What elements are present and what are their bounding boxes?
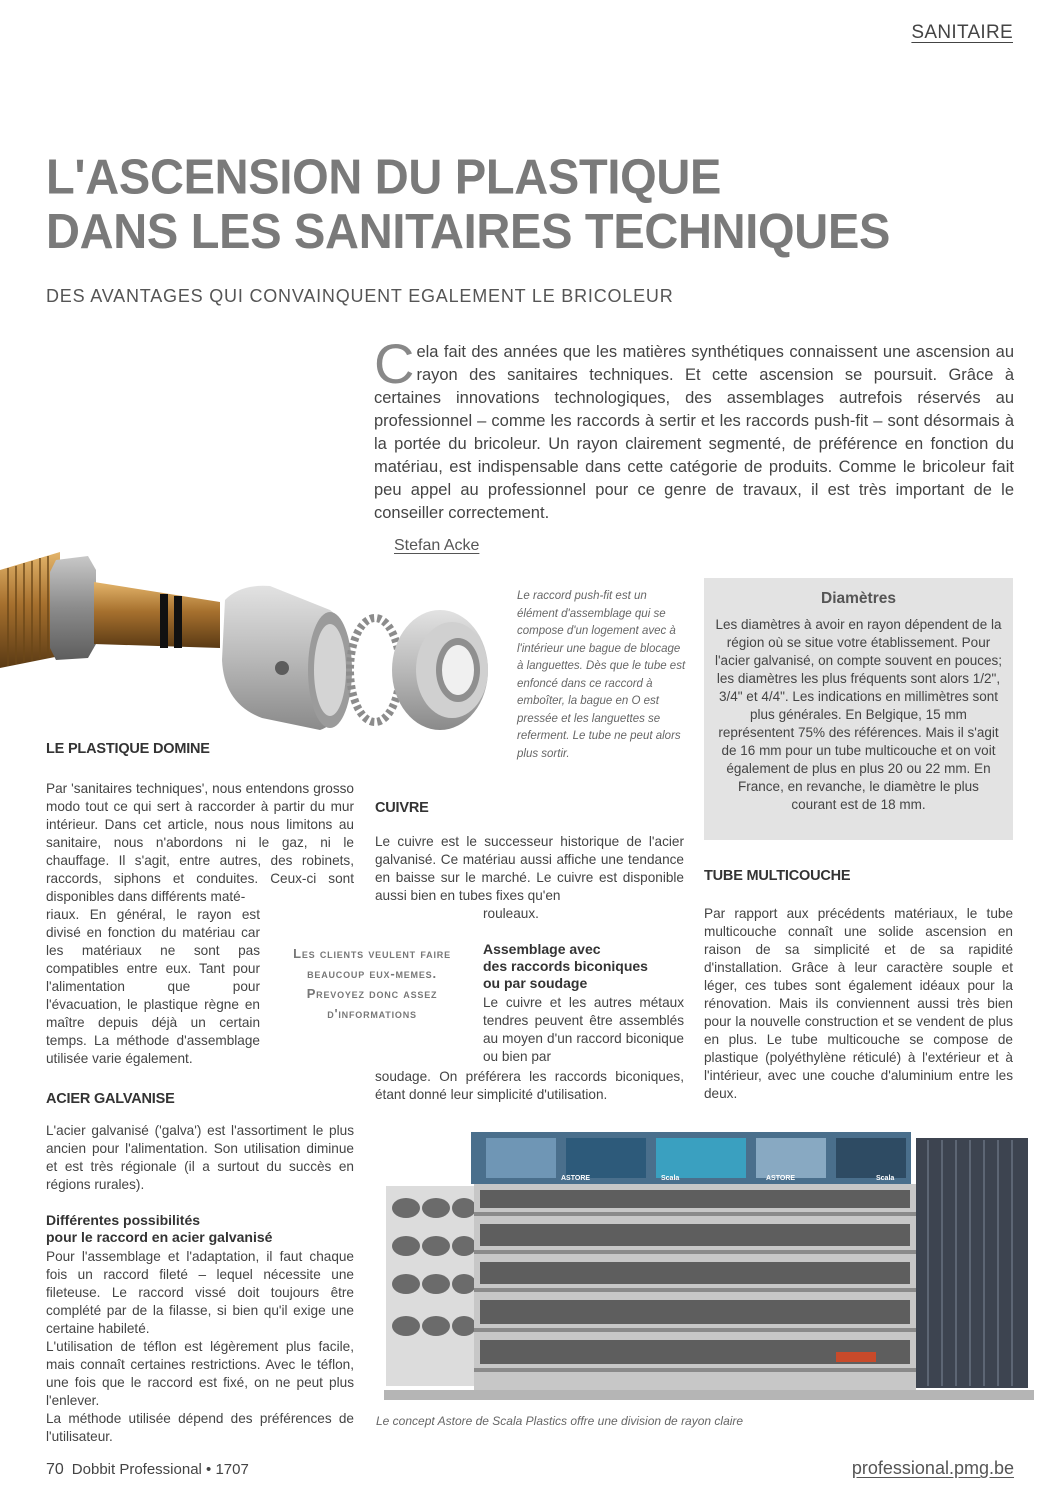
pushfit-fitting-image: [0, 540, 510, 760]
brass-spigot: [94, 582, 220, 648]
intro-paragraph: [374, 332, 1014, 525]
heading-plastique: LE PLASTIQUE DOMINE: [46, 741, 210, 757]
intro-text: ela fait des années que les matières synthétiques connaissent une ascension au rayon des sanitaires techniques. Et cette ascension se poursuit. Grâce à certaines innovations technologiques, des assemblages autrefois réservés au professionnel – comme les raccords à sertir et les raccords push-fit – sont désormais à la portée du bricoleur. Un rayon clairement segmenté, de préférence en fonction du matériau, est indispensable dans cette catégorie de produits. Comme le bricoleur fait peu appel au professionnel pour ce genre de travaux, il est très important de le conseiller correctement.: [374, 343, 1014, 522]
title-line-1: L'ASCENSION DU PLASTIQUE: [46, 148, 722, 204]
pullquote-line-3: Prevoyez donc assez: [306, 986, 438, 1001]
multicouche-paragraph: Par rapport aux précédents matériaux, le tube multicouche connaît une solide ascension en raison de sa simplicité et de sa rapidité d'installation. Grâce à leur caractère souple et léger, ces tubes sont également idéaux pour la rénovation. Mais ils conviennent aussi très bien pour la nouvelle construction et se vendent de plus en plus. Le tube multicouche se compose de plastique (polyéthylène réticulé) à l'extérieur et à l'intérieur, avec une couche d'aluminium entre les deux.: [704, 906, 1013, 1101]
diameters-sidebar: [704, 578, 1013, 840]
heading-multicouche: TUBE MULTICOUCHE: [704, 868, 851, 884]
acier-paragraph-3: L'utilisation de téflon est légèrement plus facile, mais connaît certaines restrictions. Avec le téflon, une fois que le raccord est fixé, on ne peut plus l'enlever.: [46, 1339, 354, 1408]
hex-nut: [50, 556, 96, 660]
display-caption: Le concept Astore de Scala Plastics offre une division de rayon claire: [376, 1414, 744, 1428]
banner-label-3: ASTORE: [766, 1175, 796, 1182]
plastique-paragraph-2: riaux. En général, le rayon est divisé en fonction du matériau car les matériaux ne sont pas compatibles entre eux. Tant pour l'alimentation que pour l'évacuation, le plastique règne en maître depuis déjà un certain temps. La méthode d'assemblage utilisée varie également.: [46, 907, 260, 1066]
publication-name: Dobbit Professional • 1707: [71, 1461, 249, 1478]
website-link[interactable]: professional.pmg.be: [851, 1458, 1014, 1478]
subheading-cuivre-line-3: ou par soudage: [483, 975, 588, 991]
pushfit-caption: Le raccord push-fit est un élément d'assemblage qui se compose d'un logement avec à l'intérieur une bague de blocage à languettes. Dès que le tube est enfoncé dans ce raccord à emboîter, la bague en O est pressée et les languettes se referment. Le tube ne peut alors plus sortir.: [517, 590, 686, 760]
cuivre-paragraph-2: Le cuivre et les autres métaux tendres peuvent être assemblés au moyen d'un raccord biconique ou bien par: [483, 995, 684, 1064]
cuivre-paragraph-2-end: soudage. On préférera les raccords biconiques, étant donné leur simplicité d'utilisation.: [375, 1069, 684, 1102]
subheading-cuivre: [483, 941, 648, 992]
subheading-cuivre-line-1: Assemblage avec: [483, 941, 601, 957]
plastique-paragraph-1: Par 'sanitaires techniques', nous entendons grosso modo tout ce qui sert à raccorder à partir du mur intérieur. Dans cet article, nous nous limitons au sanitaire, nous n'abordons ni le gaz, ni le chauffage. Il s'agit, entre autres, des robinets, raccords, siphons et conduites. Ceux-ci sont disponibles dans différents maté-: [46, 781, 354, 904]
pull-quote: [272, 944, 472, 1024]
author-byline[interactable]: Stefan Acke: [394, 537, 480, 554]
article-subtitle: DES AVANTAGES QUI CONVAINQUENT EGALEMENT LE BRICOLEUR: [46, 286, 674, 306]
subheading-acier-line-2: pour le raccord en acier galvanisé: [46, 1229, 273, 1245]
heading-acier: ACIER GALVANISE: [46, 1091, 175, 1107]
acier-paragraph-2: Pour l'assemblage et l'adaptation, il faut chaque fois un raccord fileté – lequel nécessite une fileteuse. Le raccord vissé doit toujours être complété par de la filasse, si bien qu'il exige une certaine habileté.: [46, 1249, 354, 1336]
cap-nut: [392, 610, 488, 730]
acier-paragraph-4: La méthode utilisée dépend des préférences de l'utilisateur.: [46, 1411, 354, 1444]
banner-label-4: Scala: [876, 1175, 895, 1182]
cuivre-paragraph-1: Le cuivre est le successeur historique de l'acier galvanisé. Ce matériau aussi affiche une tendance en baisse sur le marché. Le cuivre est disponible aussi bien en tubes fixes qu'en: [375, 834, 684, 903]
subheading-acier: [46, 1212, 272, 1246]
page-number: 70: [46, 1461, 64, 1478]
subheading-acier-line-1: Différentes possibilités: [46, 1212, 201, 1228]
astore-display-photo: [376, 1128, 1042, 1410]
sidebar-title: Diamètres: [821, 590, 896, 607]
cuivre-paragraph-1-end: rouleaux.: [483, 906, 539, 921]
pullquote-line-2: beaucoup eux-memes.: [307, 966, 437, 981]
plastic-body: [222, 586, 352, 730]
footer-publication: [46, 1461, 249, 1479]
acier-paragraph-1: L'acier galvanisé ('galva') est l'assortiment le plus ancien pour l'alimentation. Son utilisation diminue et est très régionale (il a surtout du succès en régions rurales).: [46, 1123, 354, 1192]
dropcap: C: [374, 332, 415, 395]
pullquote-line-4: d'informations: [327, 1006, 417, 1021]
article-title: [46, 149, 946, 258]
title-line-2: DANS LES SANITAIRES TECHNIQUES: [46, 202, 891, 259]
banner-label-1: ASTORE: [561, 1175, 591, 1182]
section-tag: SANITAIRE: [911, 22, 1013, 43]
pullquote-line-1: Les clients veulent faire: [293, 946, 451, 961]
sidebar-text: Les diamètres à avoir en rayon dépendent de la région où se situe votre établissement. Pour l'acier galvanisé, on compte souvent en pouces; les diamètres les plus fréquents sont alors 1/2", 3/4" et 4/4". Les indications en millimètres sont plus générales. En Belgique, 15 mm représentent 75% des références. Mais il s'agit de 16 mm pour un tube multicouche et on voit également de plus en plus 20 ou 22 mm. En France, en revanche, le diamètre le plus courant est de 18 mm.: [714, 617, 1002, 812]
subheading-cuivre-line-2: des raccords biconiques: [483, 958, 648, 974]
heading-cuivre: CUIVRE: [375, 800, 429, 816]
banner-label-2: Scala: [661, 1175, 680, 1182]
